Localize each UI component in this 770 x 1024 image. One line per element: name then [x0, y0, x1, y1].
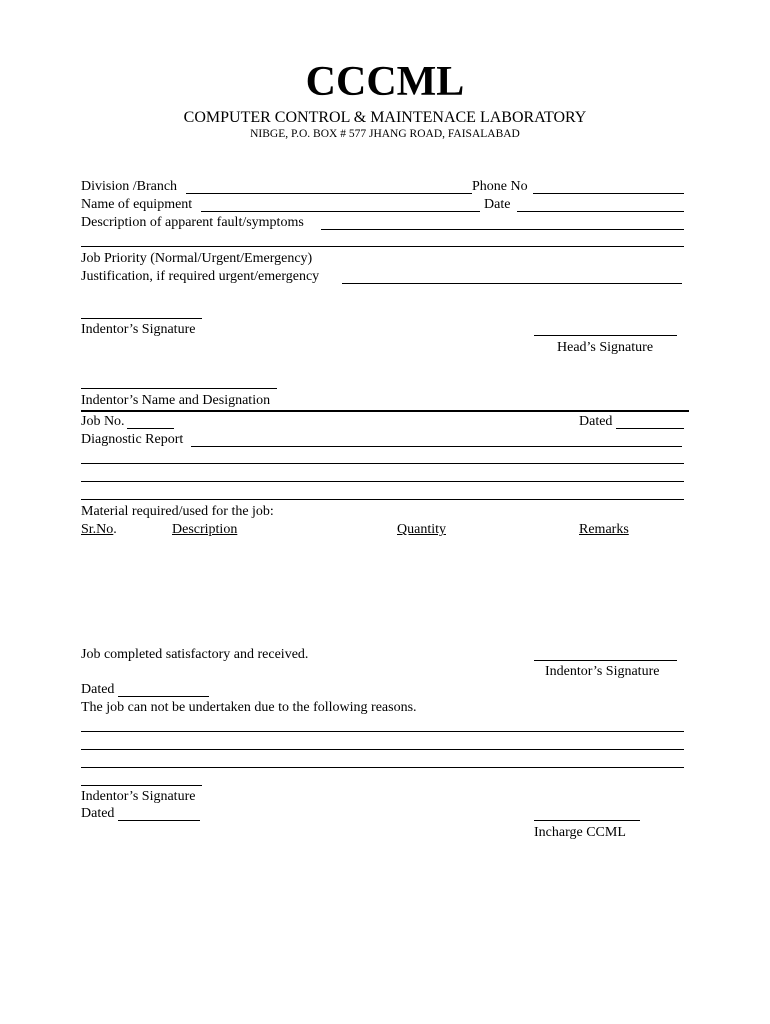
job-no-label: Job No. [81, 414, 125, 429]
incharge-label: Incharge CCML [534, 825, 626, 840]
completion-dated-label: Dated [81, 682, 115, 697]
form-subtitle: COMPUTER CONTROL & MAINTENACE LABORATORY [183, 109, 587, 126]
completion-signature-label: Indentor’s Signature [545, 664, 660, 679]
date-label: Date [484, 197, 511, 212]
col-quantity: Quantity [397, 522, 446, 537]
job-no-field[interactable] [127, 428, 174, 429]
diagnostic-field[interactable] [191, 446, 682, 447]
equipment-field[interactable] [201, 211, 480, 212]
reason-line-2[interactable] [81, 749, 684, 750]
col-remarks: Remarks [579, 522, 629, 537]
job-dated-label: Dated [579, 414, 613, 429]
completion-dated-field[interactable] [118, 696, 209, 697]
date-field[interactable] [517, 211, 684, 212]
section-divider [81, 410, 689, 412]
indentor-signature-line[interactable] [81, 318, 202, 319]
justification-field[interactable] [342, 283, 682, 284]
completion-signature-line[interactable] [534, 660, 677, 661]
diagnostic-line-3[interactable] [81, 481, 684, 482]
fault-field-line-2[interactable] [81, 246, 684, 247]
diagnostic-line-4[interactable] [81, 499, 684, 500]
head-signature-label: Head’s Signature [557, 340, 654, 355]
completed-text: Job completed satisfactory and received. [81, 647, 309, 662]
job-dated-field[interactable] [616, 428, 684, 429]
head-signature-line[interactable] [534, 335, 677, 336]
equipment-label: Name of equipment [81, 197, 193, 212]
reason-line-3[interactable] [81, 767, 684, 768]
col-description: Description [172, 522, 238, 537]
final-indentor-signature-label: Indentor’s Signature [81, 789, 196, 804]
diagnostic-line-2[interactable] [81, 463, 684, 464]
phone-field[interactable] [533, 193, 684, 194]
incharge-signature-line[interactable] [534, 820, 640, 821]
indentor-name-label: Indentor’s Name and Designation [81, 393, 271, 408]
reason-line-1[interactable] [81, 731, 684, 732]
col-sr-no [81, 522, 117, 538]
priority-label: Job Priority (Normal/Urgent/Emergency) [81, 251, 313, 266]
phone-label: Phone No [472, 179, 528, 194]
fault-field[interactable] [321, 229, 684, 230]
fault-label: Description of apparent fault/symptoms [81, 215, 304, 230]
final-indentor-signature-line[interactable] [81, 785, 202, 786]
division-label: Division /Branch [81, 179, 178, 194]
final-dated-label: Dated [81, 806, 115, 821]
form-address: NIBGE, P.O. BOX # 577 JHANG ROAD, FAISALABAD [250, 128, 520, 140]
not-undertaken-text: The job can not be undertaken due to the following reasons. [81, 700, 417, 715]
indentor-signature-label: Indentor’s Signature [81, 322, 196, 337]
division-field[interactable] [186, 193, 472, 194]
form-title: CCCML [305, 59, 465, 105]
col-sr-no-suffix: . [113, 522, 117, 537]
col-sr-no-text: Sr.No [81, 522, 114, 537]
diagnostic-label: Diagnostic Report [81, 432, 184, 447]
justification-label: Justification, if required urgent/emergency [81, 269, 320, 284]
indentor-name-line[interactable] [81, 388, 277, 389]
final-dated-field[interactable] [118, 820, 200, 821]
materials-heading: Material required/used for the job: [81, 504, 274, 519]
